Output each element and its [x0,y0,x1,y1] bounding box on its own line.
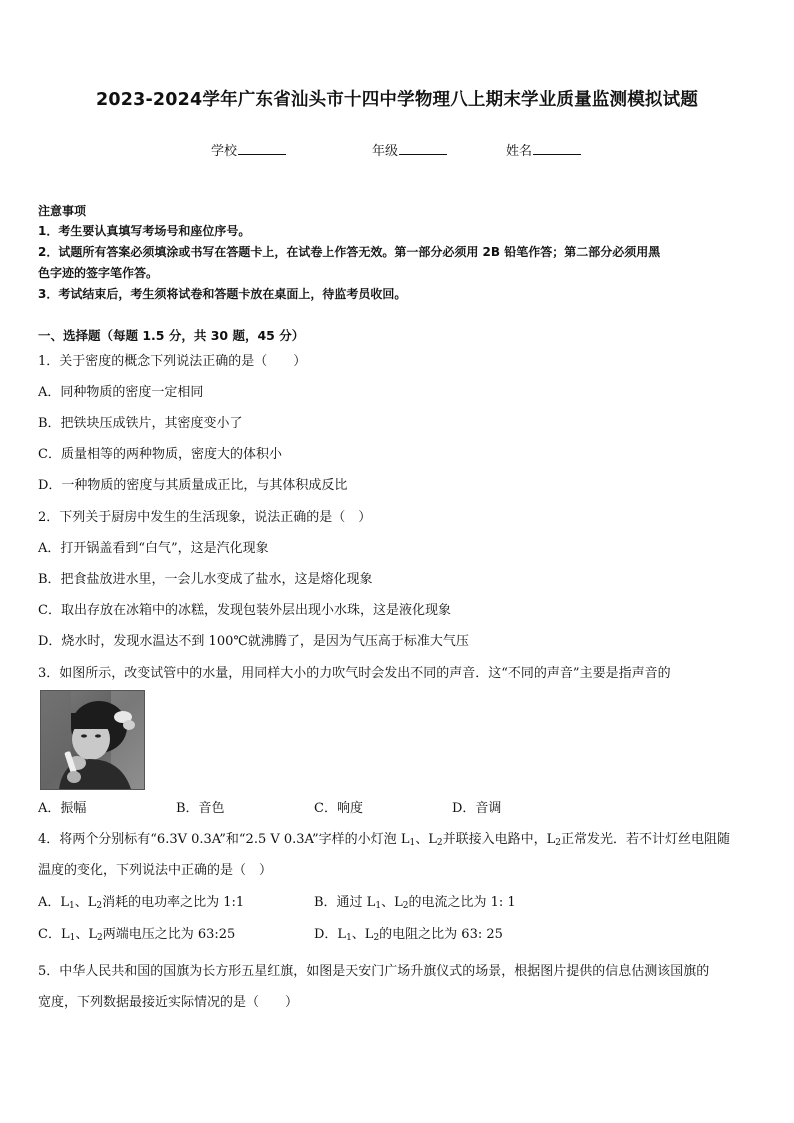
q4-stem-line2: 温度的变化，下列说法中正确的是（ ） [38,863,273,878]
q3-option-a[interactable]: A．振幅 [38,801,87,816]
q3-option-b[interactable]: B．音色 [176,801,225,816]
notice-item-1: 1．考生要认真填写考场号和座位序号。 [38,224,251,238]
q4-option-d[interactable]: D．$L_1$、$L_2$的电阻之比为 63: 25 [314,927,503,943]
child-blowing-test-tube-photo [40,690,145,790]
q4-option-b[interactable]: B．通过 $L_1$、$L_2$的电流之比为 1: 1 [314,895,516,911]
q2-option-c[interactable]: C．取出存放在冰箱中的冰糕，发现包装外层出现小水珠，这是液化现象 [38,603,451,618]
notice-heading: 注意事项 [38,204,87,218]
photo-image [41,691,144,789]
school-field [211,140,286,159]
q4-option-c[interactable]: C．$L_1$、$L_2$两端电压之比为 63:25 [38,927,236,943]
q2-stem: 2．下列关于厨房中发生的生活现象，说法正确的是（ ） [38,510,372,525]
q2-option-b[interactable]: B．把食盐放进水里，一会儿水变成了盐水，这是熔化现象 [38,572,373,587]
grade-blank[interactable] [399,143,447,155]
notice-item-2: 2．试题所有答案必须填涂或书写在答题卡上，在试卷上作答无效。第一部分必须用 2B 铅笔作答；第二部分必须用黑 [38,245,661,259]
q2-option-a[interactable]: A．打开锅盖看到“白气”，这是汽化现象 [38,541,269,556]
q1-option-c[interactable]: C．质量相等的两种物质，密度大的体积小 [38,447,282,462]
notice-item-3: 3．考试结束后，考生须将试卷和答题卡放在桌面上，待监考员收回。 [38,287,407,301]
q4-option-a[interactable]: A．$L_1$、$L_2$消耗的电功率之比为 1:1 [38,895,245,911]
name-field [506,140,581,159]
q4-stem: 4．将两个分别标有“6.3V 0.3A”和“2.5 V 0.3A”字样的小灯泡 $L_1$、$L_2$并联接入电路中，$L_2$正常发光．若不计灯丝电阻随 [38,832,730,848]
q1-option-d[interactable]: D．一种物质的密度与其质量成正比，与其体积成反比 [38,478,348,493]
grade-label: 年级 [372,144,399,159]
q3-stem: 3．如图所示，改变试管中的水量，用同样大小的力吹气时会发出不同的声音．这“不同的声音”主要是指声音的 [38,666,671,681]
q1-option-b[interactable]: B．把铁块压成铁片，其密度变小了 [38,416,243,431]
page-title: 2023-2024学年广东省汕头市十四中学物理八上期末学业质量监测模拟试题 [95,90,699,110]
q2-option-d[interactable]: D．烧水时，发现水温达不到 100℃就沸腾了，是因为气压高于标准大气压 [38,634,469,649]
q3-option-d[interactable]: D．音调 [452,801,502,816]
grade-field [372,140,447,159]
name-blank[interactable] [533,143,581,155]
q3-option-c[interactable]: C．响度 [314,801,363,816]
q1-stem: 1．关于密度的概念下列说法正确的是（ ） [38,354,307,369]
q5-stem-line2: 宽度，下列数据最接近实际情况的是（ ） [38,995,299,1010]
notice-item-2-cont: 色字迹的签字笔作答。 [38,266,159,280]
section-heading: 一、选择题（每题 1.5 分，共 30 题，45 分） [38,328,305,343]
school-label: 学校 [211,144,238,159]
name-label: 姓名 [506,144,533,159]
school-blank[interactable] [238,143,286,155]
q1-option-a[interactable]: A．同种物质的密度一定相同 [38,385,204,400]
q5-stem: 5．中华人民共和国的国旗为长方形五星红旗，如图是天安门广场升旗仪式的场景，根据图片提供的信息估测该国旗的 [38,964,710,979]
